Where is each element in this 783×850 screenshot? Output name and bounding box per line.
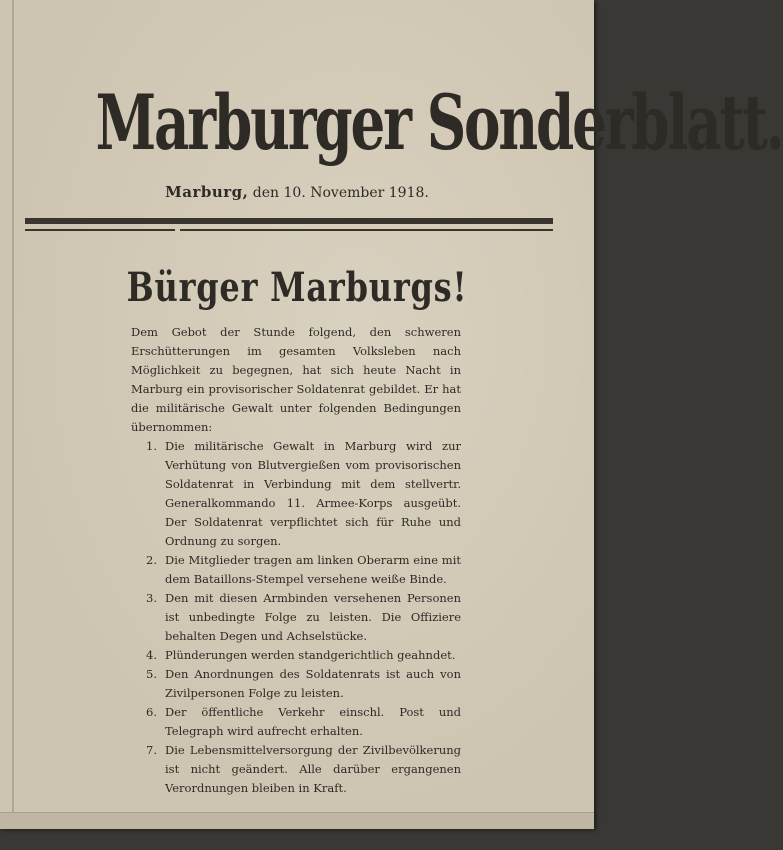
masthead-rule-thin-right bbox=[180, 229, 553, 231]
list-item bbox=[131, 589, 461, 646]
item-number: 1. bbox=[146, 439, 157, 453]
item-number: 4. bbox=[146, 648, 157, 662]
item-number: 7. bbox=[146, 743, 157, 757]
page-fold-edge bbox=[12, 0, 14, 828]
item-text: Die militärische Gewalt in Marburg wird zur Verhütung von Blutvergießen vom provisorischen Soldatenrat in Verbindung mit dem stellvertr. Generalkommando 11. Armee-Korps ausgeübt. Der Soldatenrat verpflichtet sich für Ruhe und Ordnung zu sorgen. bbox=[165, 439, 461, 548]
item-number: 6. bbox=[146, 705, 157, 719]
item-number: 2. bbox=[146, 553, 157, 567]
masthead-title: Marburger Sonderblatt. bbox=[95, 78, 783, 167]
item-text: Den mit diesen Armbinden versehenen Personen ist unbedingte Folge zu leisten. Die Offiziere behalten Degen und Achselstücke. bbox=[165, 591, 461, 643]
masthead-rule-thick bbox=[25, 218, 553, 224]
item-text: Den Anordnungen des Soldatenrats ist auch von Zivilpersonen Folge zu leisten. bbox=[165, 667, 461, 700]
item-text: Plünderungen werden standgerichtlich geahndet. bbox=[165, 648, 456, 662]
masthead-rule-thin-left bbox=[25, 229, 175, 231]
conditions-list bbox=[131, 437, 461, 798]
page-bottom-strip bbox=[0, 812, 594, 829]
item-text: Die Mitglieder tragen am linken Oberarm eine mit dem Bataillons-Stempel versehene weiße Binde. bbox=[165, 553, 461, 586]
dateline bbox=[0, 183, 594, 201]
proclamation-body bbox=[131, 323, 461, 798]
proclamation-headline: Bürger Marburgs! bbox=[126, 264, 468, 311]
list-item bbox=[131, 741, 461, 798]
item-number: 3. bbox=[146, 591, 157, 605]
list-item bbox=[131, 665, 461, 703]
list-item bbox=[131, 437, 461, 551]
list-item bbox=[131, 646, 461, 665]
item-number: 5. bbox=[146, 667, 157, 681]
item-text: Die Lebensmittelversorgung der Zivilbevölkerung ist nicht geändert. Alle darüber ergangenen Verordnungen bleiben in Kraft. bbox=[165, 743, 461, 795]
list-item bbox=[131, 551, 461, 589]
item-text: Der öffentliche Verkehr einschl. Post und Telegraph wird aufrecht erhalten. bbox=[165, 705, 461, 738]
intro-paragraph: Dem Gebot der Stunde folgend, den schweren Erschütterungen im gesamten Volksleben nach Möglichkeit zu begegnen, hat sich heute Nacht in Marburg ein provisorischer Soldatenrat gebildet. Er hat die militärische Gewalt unter folgenden Bedingungen übernommen: bbox=[131, 325, 461, 434]
dateline-place: Marburg, bbox=[165, 183, 249, 201]
dateline-date: den 10. November 1918. bbox=[248, 185, 429, 201]
list-item bbox=[131, 703, 461, 741]
